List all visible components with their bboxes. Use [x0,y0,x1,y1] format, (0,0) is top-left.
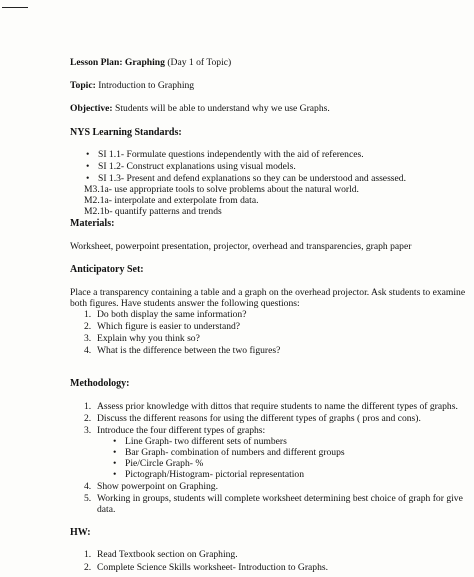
standard-math-item: M2.1b- quantify patterns and trends [84,206,222,217]
item-number: 1. [84,401,92,412]
methodology-text: Discuss the different reasons for using the different types of graphs ( pros and cons). [97,413,421,424]
graph-type-text: Line Graph- two different sets of numbers [125,436,287,447]
topic-label: Topic: [70,80,96,91]
item-number: 1. [84,309,92,320]
materials-text: Worksheet, powerpoint presentation, projector, overhead and transparencies, graph paper [70,241,412,252]
hw-item [84,562,328,574]
standards-heading: NYS Learning Standards: [70,127,182,138]
materials-heading: Materials: [70,218,115,229]
lesson-plan-subject: Graphing [124,57,165,68]
topic-text: Introduction to Graphing [98,80,195,91]
question-item [84,309,246,321]
methodology-text-continued: data. [97,504,116,515]
graph-type-text: Bar Graph- combination of numbers and different groups [125,447,345,458]
objective-line [70,103,330,115]
methodology-item [84,401,458,413]
objective-label: Objective: [70,103,113,114]
methodology-text: Introduce the four different types of graphs: [97,425,266,436]
question-item [84,333,200,345]
question-item [84,321,240,333]
item-number: 4. [84,481,92,492]
hw-text: Complete Science Skills worksheet- Introduction to Graphs. [97,562,329,573]
bullet-marker: • [113,436,117,447]
hw-text: Read Textbook section on Graphing. [97,549,238,560]
graph-type-text: Pie/Circle Graph- % [125,458,204,469]
standard-math-item: M2.1a- interpolate and exterpolate from data. [84,195,259,206]
item-number: 5. [84,493,92,504]
item-number: 3. [84,425,92,436]
methodology-text: Assess prior knowledge with dittos that require students to name the different types of graphs. [97,401,458,412]
question-item [84,345,280,357]
item-number: 3. [84,333,92,344]
lesson-plan-label: Lesson Plan: [70,57,123,68]
methodology-item [84,481,218,493]
methodology-text: Show powerpoint on Graphing. [97,481,218,492]
methodology-item [84,493,463,505]
anticipatory-paragraph-line: both figures. Have students answer the following questions: [70,298,300,309]
bullet-marker: • [86,149,90,160]
objective-text: Students will be able to understand why we use Graphs. [115,103,330,114]
bullet-marker: • [113,447,117,458]
question-text: Explain why you think so? [97,333,200,344]
standard-text: SI 1.2- Construct explanations using visual models. [98,161,296,172]
standard-bullet-item [86,149,364,161]
question-text: Do both display the same information? [97,309,247,320]
corner-mark [2,7,28,8]
question-text: What is the difference between the two figures? [97,345,281,356]
hw-heading: HW: [70,527,91,538]
lesson-plan-title [70,57,231,69]
standard-text: SI 1.1- Formulate questions independently with the aid of references. [98,149,364,160]
methodology-text: Working in groups, students will complete worksheet determining best choice of graph for give [97,493,463,504]
methodology-item [84,413,421,425]
standard-text: SI 1.3- Present and defend explanations so they can be understood and assessed. [98,173,406,184]
item-number: 4. [84,345,92,356]
bullet-marker: • [113,458,117,469]
bullet-marker: • [86,173,90,184]
anticipatory-paragraph-line: Place a transparency containing a table and a graph on the overhead projector. Ask students to examine [70,287,466,298]
methodology-heading: Methodology: [70,378,130,389]
standard-bullet-item [86,161,296,173]
graph-type-text: Pictograph/Histogram- pictorial representation [125,469,305,480]
topic-line [70,80,194,92]
question-text: Which figure is easier to understand? [97,321,241,332]
item-number: 1. [84,549,92,560]
item-number: 2. [84,562,92,573]
item-number: 2. [84,413,92,424]
item-number: 2. [84,321,92,332]
graph-type-item [113,469,304,481]
hw-item [84,549,238,561]
bullet-marker: • [113,469,117,480]
standard-math-item: M3.1a- use appropriate tools to solve problems about the natural world. [84,184,359,195]
bullet-marker: • [86,161,90,172]
lesson-plan-day: (Day 1 of Topic) [167,57,232,68]
anticipatory-heading: Anticipatory Set: [70,264,144,275]
